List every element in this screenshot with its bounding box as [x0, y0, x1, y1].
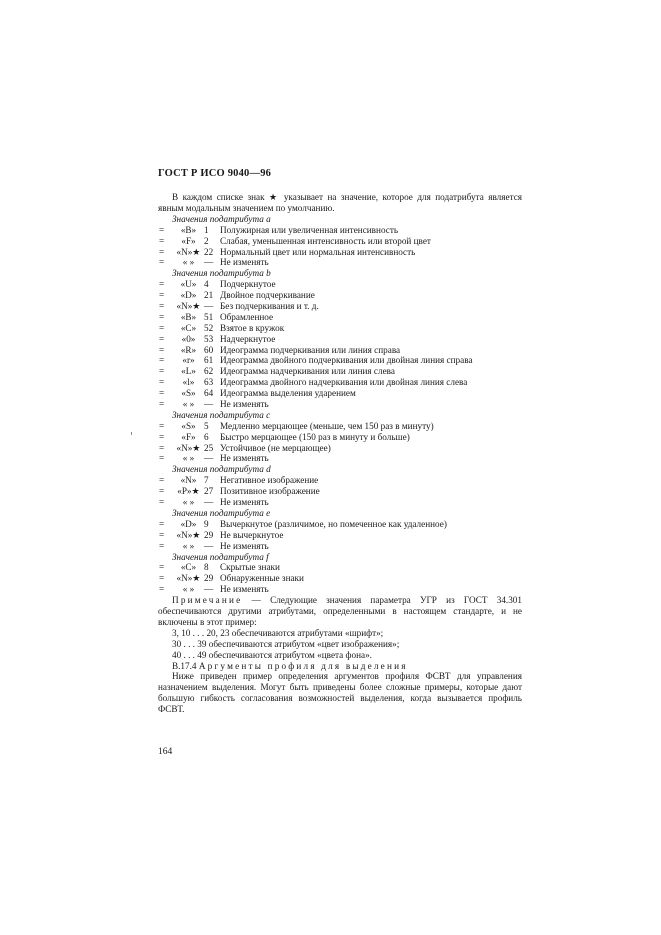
row-code: «N»★	[176, 300, 201, 311]
row-description: Подчеркнутое	[220, 279, 276, 290]
attribute-groups	[158, 214, 522, 595]
row-code: «r»	[182, 355, 195, 366]
note-line-3: 40 . . . 49 обеспечиваются атрибутом «цвета фона».	[172, 649, 372, 660]
row-description: Негативное изображение	[220, 475, 319, 486]
row-equals: =	[159, 398, 165, 409]
group-title: Значения податрибута e	[172, 507, 271, 518]
row-value: —	[204, 257, 214, 268]
row-description: Идеограмма двойного надчеркивания или двойная линия слева	[220, 377, 468, 388]
row-value: 25	[204, 442, 214, 453]
row-description: Не изменять	[220, 398, 269, 409]
row-code: «N»	[180, 475, 197, 486]
note-paragraph	[158, 595, 522, 628]
row-code: «F»	[181, 431, 196, 442]
row-description: Взятое в кружок	[220, 322, 285, 333]
row-code: «N»★	[176, 442, 201, 453]
row-value: 8	[204, 562, 209, 573]
row-equals: =	[159, 333, 165, 344]
row-code: «B»	[180, 224, 197, 235]
row-value: 52	[204, 322, 214, 333]
row-description: Быстро мерцающее (150 раз в минуту и больше)	[220, 431, 410, 442]
row-value: 9	[204, 518, 209, 529]
row-description: Идеограмма надчеркивания или линия слева	[220, 366, 395, 377]
row-value: 53	[204, 333, 214, 344]
row-description: Устойчивое (не мерцающее)	[220, 442, 331, 453]
value-row	[158, 486, 522, 497]
group-title: Значения податрибута a	[172, 213, 271, 224]
value-row	[158, 225, 522, 236]
row-value: —	[204, 398, 214, 409]
row-description: Идеограмма подчеркивания или линия справа	[220, 344, 401, 355]
row-equals: =	[159, 279, 165, 290]
value-row	[158, 279, 522, 290]
row-description: Нормальный цвет или нормальная интенсивность	[220, 246, 416, 257]
row-equals: =	[159, 366, 165, 377]
row-description: Позитивное изображение	[220, 486, 320, 497]
row-code: «D»	[180, 290, 197, 301]
row-description: Не изменять	[220, 540, 269, 551]
row-code: «F»	[181, 235, 196, 246]
row-equals: =	[159, 246, 165, 257]
row-description: Вычеркнутое (различимое, но помеченное как удаленное)	[220, 518, 447, 529]
row-description: Не изменять	[220, 453, 269, 464]
row-equals: =	[159, 453, 165, 464]
value-row	[158, 366, 522, 377]
value-row	[158, 432, 522, 443]
row-value: —	[204, 300, 214, 311]
row-equals: =	[159, 322, 165, 333]
row-code: «C»	[180, 322, 197, 333]
value-row	[158, 584, 522, 595]
value-row	[158, 290, 522, 301]
note-line-2: 30 . . . 39 обеспечиваются атрибутом «цвет изображения»;	[172, 638, 400, 649]
row-equals: =	[159, 497, 165, 508]
row-description: Обнаруженные знаки	[220, 573, 304, 584]
row-code: « »	[182, 497, 195, 508]
note-text: — Следующие значения параметра УГР из ГОСТ 34.301 обеспечиваются другими атрибутами, определенными в настоящем стандарте, и не включены в этот пример:	[158, 595, 522, 627]
row-equals: =	[159, 355, 165, 366]
closing-paragraph: Ниже приведен пример определения аргументов профиля ФСВТ для управления назначением выделения. Могут быть приведены более сложные примеры, которые дают большую гибкость согласования возможностей выделения, когда вызывается профиль ФСВТ.	[158, 671, 522, 715]
page-header: ГОСТ Р ИСО 9040—96	[158, 168, 272, 179]
row-code: «N»★	[176, 529, 201, 540]
value-row	[158, 355, 522, 366]
value-row	[158, 475, 522, 486]
section-heading	[158, 661, 522, 672]
value-row	[158, 323, 522, 334]
row-equals: =	[159, 431, 165, 442]
group-title: Значения податрибута f	[172, 551, 269, 562]
row-value: 27	[204, 486, 214, 497]
value-row	[158, 301, 522, 312]
row-equals: =	[159, 486, 165, 497]
margin-mark	[131, 432, 132, 435]
section-number: В.17.4	[172, 660, 197, 671]
row-value: 64	[204, 388, 214, 399]
row-value: 7	[204, 475, 209, 486]
row-description: Полужирная или увеличенная интенсивность	[220, 224, 399, 235]
row-value: 22	[204, 246, 214, 257]
row-description: Слабая, уменьшенная интенсивность или второй цвет	[220, 235, 431, 246]
value-row	[158, 334, 522, 345]
row-equals: =	[159, 235, 165, 246]
row-code: «C»	[180, 562, 197, 573]
value-row	[158, 497, 522, 508]
row-description: Медленно мерцающее (меньше, чем 150 раз в минуту)	[220, 420, 434, 431]
row-code: « »	[182, 398, 195, 409]
row-description: Не изменять	[220, 584, 269, 595]
row-code: « »	[182, 584, 195, 595]
row-value: —	[204, 453, 214, 464]
value-row	[158, 257, 522, 268]
row-value: 5	[204, 420, 209, 431]
row-equals: =	[159, 300, 165, 311]
group-title: Значения податрибута d	[172, 464, 271, 475]
page-content	[158, 192, 522, 715]
row-value: —	[204, 540, 214, 551]
row-value: 63	[204, 377, 214, 388]
value-row	[158, 530, 522, 541]
row-value: 21	[204, 290, 214, 301]
row-code: «l»	[182, 377, 195, 388]
value-row	[158, 236, 522, 247]
row-code: «S»	[181, 388, 196, 399]
note-line-1: 3, 10 . . . 20, 23 обеспечиваются атрибутами «шрифт»;	[172, 627, 384, 638]
group-title: Значения податрибута c	[172, 409, 271, 420]
row-equals: =	[159, 257, 165, 268]
row-equals: =	[159, 388, 165, 399]
intro-paragraph: В каждом списке знак ★ указывает на значение, которое для податрибута является явным модальным значением по умолчанию.	[158, 192, 522, 213]
row-description: Надчеркнутое	[220, 333, 276, 344]
value-row	[158, 573, 522, 584]
row-value: 29	[204, 529, 214, 540]
row-equals: =	[159, 475, 165, 486]
row-code: «L»	[181, 366, 196, 377]
row-code: «D»	[180, 518, 197, 529]
row-description: Идеограмма выделения ударением	[220, 388, 356, 399]
row-value: 4	[204, 279, 209, 290]
row-value: 6	[204, 431, 209, 442]
row-code: «N»★	[176, 573, 201, 584]
value-row	[158, 519, 522, 530]
row-description: Скрытые знаки	[220, 562, 280, 573]
row-equals: =	[159, 529, 165, 540]
value-row	[158, 421, 522, 432]
row-equals: =	[159, 573, 165, 584]
row-equals: =	[159, 584, 165, 595]
row-equals: =	[159, 224, 165, 235]
value-row	[158, 541, 522, 552]
value-row	[158, 399, 522, 410]
row-value: —	[204, 497, 214, 508]
row-value: 29	[204, 573, 214, 584]
row-code: «R»	[180, 344, 197, 355]
row-equals: =	[159, 290, 165, 301]
row-value: 61	[204, 355, 214, 366]
row-equals: =	[159, 540, 165, 551]
row-equals: =	[159, 377, 165, 388]
value-row	[158, 443, 522, 454]
group-title: Значения податрибута b	[172, 268, 271, 279]
row-code: «0»	[181, 333, 196, 344]
row-description: Не вычеркнутое	[220, 529, 284, 540]
row-equals: =	[159, 420, 165, 431]
row-code: «B»	[180, 311, 197, 322]
value-row	[158, 345, 522, 356]
row-equals: =	[159, 344, 165, 355]
row-equals: =	[159, 311, 165, 322]
row-code: «N»★	[176, 246, 201, 257]
row-description: Двойное подчеркивание	[220, 290, 315, 301]
row-value: 62	[204, 366, 214, 377]
value-row	[158, 388, 522, 399]
value-row	[158, 377, 522, 388]
row-code: «U»	[180, 279, 197, 290]
row-code: «S»	[181, 420, 196, 431]
row-value: 2	[204, 235, 209, 246]
row-description: Обрамленное	[220, 311, 274, 322]
row-equals: =	[159, 562, 165, 573]
row-value: —	[204, 584, 214, 595]
value-row	[158, 562, 522, 573]
row-value: 60	[204, 344, 214, 355]
row-description: Идеограмма двойного подчеркивания или двойная линия справа	[220, 355, 473, 366]
value-row	[158, 312, 522, 323]
row-description: Не изменять	[220, 497, 269, 508]
row-code: « »	[182, 257, 195, 268]
row-description: Не изменять	[220, 257, 269, 268]
row-description: Без подчеркивания и т. д.	[220, 300, 319, 311]
section-title: Аргументы профиля для выделения	[198, 660, 408, 671]
row-code: « »	[182, 453, 195, 464]
row-value: 1	[204, 224, 209, 235]
row-code: « »	[182, 540, 195, 551]
row-value: 51	[204, 311, 214, 322]
page-number: 164	[158, 747, 173, 757]
note-label: Примечание	[172, 595, 243, 606]
row-equals: =	[159, 442, 165, 453]
value-row	[158, 247, 522, 258]
row-code: «P»★	[177, 486, 200, 497]
row-equals: =	[159, 518, 165, 529]
value-row	[158, 453, 522, 464]
